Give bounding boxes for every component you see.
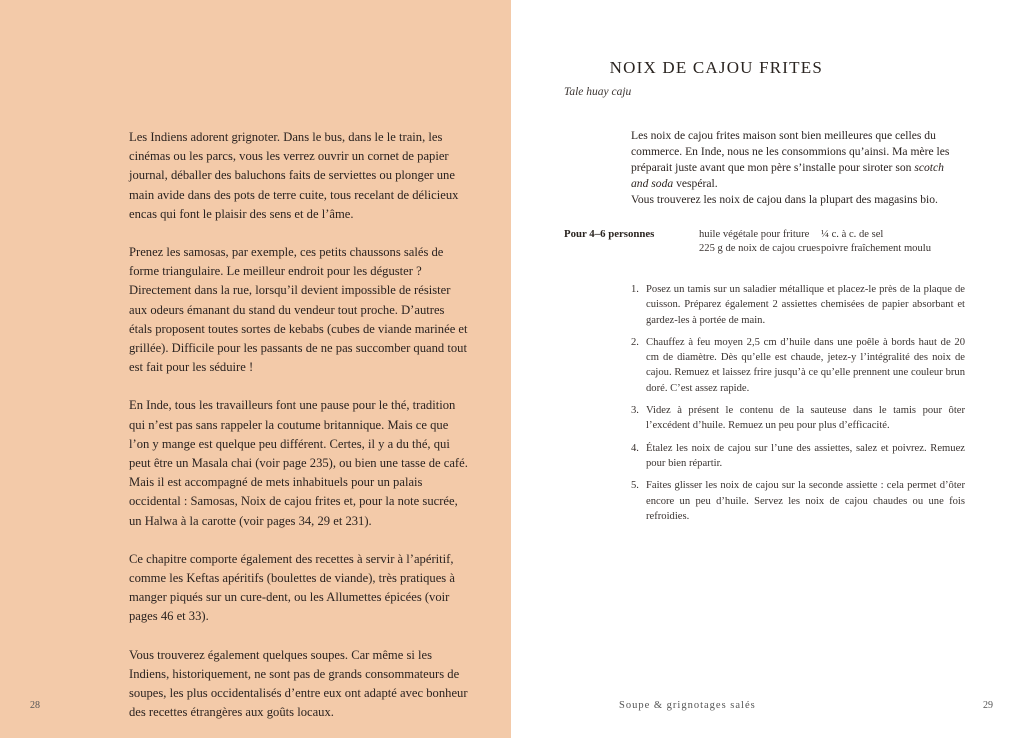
- recipe-steps: [631, 282, 965, 531]
- servings: Pour 4–6 personnes: [564, 228, 655, 240]
- step-number: 1.: [631, 284, 639, 295]
- chapter-intro: [129, 128, 469, 738]
- intro-paragraph-4: Ce chapitre comporte également des recettes à servir à l’apéritif, comme les Keftas apéritifs (boulettes de viande), très pratiques à manger piqués sur un cure-dent, ou les Allumettes épicées (voir pages 46 et 33).: [129, 551, 455, 624]
- recipe-intro-italic: scotch and soda: [631, 161, 944, 191]
- recipe-step: [631, 282, 965, 328]
- step-number: 5.: [631, 480, 639, 492]
- step-text: Étalez les noix de cajou sur l’une des assiettes, salez et poivrez. Remuez pour bien répartir.: [646, 442, 965, 469]
- intro-paragraph-3: En Inde, tous les travailleurs font une pause pour le thé, tradition qui n’est pas sans rappeler la coutume britannique. Mais ce que l’on y mange est quelque peu différent. Certes, il y a du thé, qui peut être un Masala chai (voir page 235), ou bien une tasse de café. Mais il est accompagné de mets inhabituels pour un palais occidental : Samosas, Noix de cajou frites et, pour la note sucrée, un Halwa à la carotte (voir pages 34, 29 et 231).: [129, 398, 468, 528]
- page-number-right: 29: [983, 700, 993, 711]
- recipe-intro-note: Vous trouverez les noix de cajou dans la plupart des magasins bio.: [631, 193, 938, 207]
- recipe-step: [631, 403, 965, 434]
- recipe-step: [631, 441, 965, 472]
- ingredient: ¼ c. à c. de sel: [821, 229, 884, 240]
- ingredient: huile végétale pour friture: [699, 229, 810, 240]
- recipe-subtitle: Tale huay caju: [564, 86, 632, 98]
- recipe-intro: [631, 128, 953, 208]
- recipe-step: [631, 478, 965, 524]
- ingredient: poivre fraîchement moulu: [821, 243, 932, 255]
- recipe-step: [631, 335, 965, 396]
- step-text: Chauffez à feu moyen 2,5 cm d’huile dans une poêle à bords haut de 20 cm de diamètre. Dès qu’elle est chaude, jetez-y l’intégralité des noix de cajou. Remuez et laissez frire jusqu’à ce qu’elle prennent une couleur brun doré. C’est assez rapide.: [646, 336, 965, 394]
- step-text: Faites glisser les noix de cajou sur la seconde assiette : cela permet d’ôter encore un peu d’huile. Servez les noix de cajou chaudes ou une fois refroidies.: [646, 480, 965, 522]
- running-footer: Soupe & grignotages salés: [619, 700, 756, 711]
- intro-paragraph-1: Les Indiens adorent grignoter. Dans le bus, dans le le train, les cinémas ou les parcs, vous les verrez ouvrir un cornet de papier journal, déballer des baluchons faits de serviettes ou plonger une main avide dans des pots de terre cuite, tous recelant de délicieux encas qui font le plaisir des sens et de l’âme.: [129, 130, 459, 221]
- step-text: Posez un tamis sur un saladier métallique et placez-le près de la plaque de cuisson. Préparez également 2 assiettes chemisées de papier absorbant et gardez-les à portée de main.: [646, 284, 965, 326]
- step-text: Videz à présent le contenu de la sauteuse dans le tamis pour ôter l’excédent d’huile. Remuez un peu pour plus d’efficacité.: [646, 405, 965, 432]
- ingredient: 225 g de noix de cajou crues: [699, 243, 821, 255]
- intro-paragraph-2: Prenez les samosas, par exemple, ces petits chaussons salés de forme triangulaire. Le meilleur endroit pour les déguster ? Directement dans la rue, lorsqu’il devient impossible de résister aux odeurs émanant du stand du vendeur tout proche. D’autres étals proposent toutes sortes de kebabs (cubes de viande marinée et grillée). Difficile pour les passants de ne pas succomber quand tout est fait pour les séduire !: [129, 245, 468, 375]
- recipe-intro-text: Les noix de cajou frites maison sont bien meilleures que celles du commerce. En Inde, nous ne les consommions qu’ainsi. Ma mère les préparait juste avant que mon père s’installe pour siroter son: [631, 129, 950, 175]
- page-number-left: 28: [30, 700, 40, 711]
- recipe-title: NOIX DE CAJOU FRITES: [609, 58, 823, 77]
- intro-paragraph-5: Vous trouverez également quelques soupes. Car même si les Indiens, historiquement, ne sont pas de grands consommateurs de soupes, les plus occidentalisés d’entre eux ont adapté avec bonheur des recettes étrangères aux goûts locaux.: [129, 647, 468, 720]
- recipe-intro-text-end: vespéral.: [673, 177, 718, 191]
- left-page: [0, 0, 511, 738]
- step-number: 4.: [631, 442, 639, 454]
- step-number: 2.: [631, 336, 639, 348]
- step-number: 3.: [631, 405, 639, 417]
- ingredients-list: [699, 228, 961, 257]
